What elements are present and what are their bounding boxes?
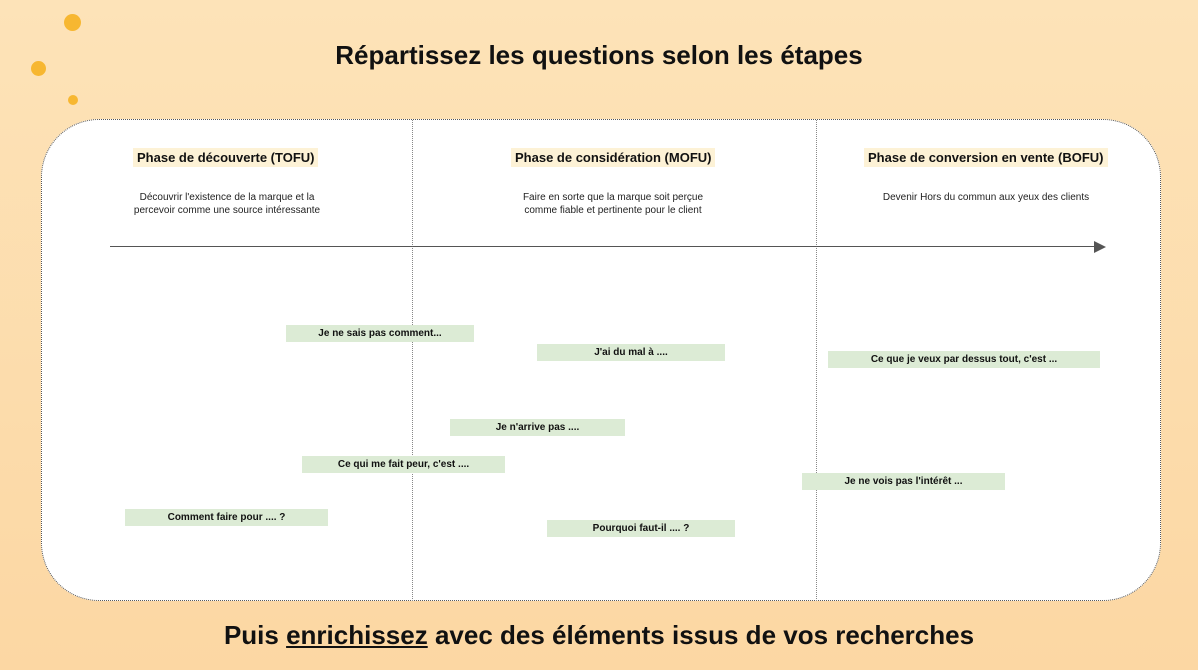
decorative-dot (68, 95, 78, 105)
sticky-note[interactable]: Ce que je veux par dessus tout, c'est ... (828, 351, 1100, 368)
sticky-note[interactable]: Ce qui me fait peur, c'est .... (302, 456, 505, 473)
phase-desc-line: percevoir comme une source intéressante (133, 205, 321, 216)
page-title: Répartissez les questions selon les étapes (335, 40, 863, 70)
decorative-dot (64, 14, 81, 31)
arrow-head-icon (1094, 241, 1106, 253)
sticky-note[interactable]: Je n'arrive pas .... (450, 419, 625, 436)
phase-desc-tofu (97, 191, 357, 217)
sticky-note[interactable]: Comment faire pour .... ? (125, 509, 328, 526)
bottom-caption (0, 620, 1198, 651)
phase-desc-mofu (483, 191, 743, 217)
phase-desc-bofu (846, 191, 1126, 204)
phase-title-tofu: Phase de découverte (TOFU) (133, 148, 318, 167)
phase-title-bofu: Phase de conversion en vente (BOFU) (864, 148, 1108, 167)
sticky-note[interactable]: Pourquoi faut-il .... ? (547, 520, 735, 537)
phase-title-mofu: Phase de considération (MOFU) (511, 148, 715, 167)
phase-divider (412, 120, 413, 601)
phase-desc-line: Faire en sorte que la marque soit perçue (522, 192, 704, 203)
phase-desc-line: Découvrir l'existence de la marque et la (139, 192, 315, 203)
phase-desc-line: comme fiable et pertinente pour le client (524, 205, 702, 216)
bottom-caption-emphasis: enrichissez (286, 620, 428, 650)
phase-divider (816, 120, 817, 601)
sticky-note[interactable]: Je ne vois pas l'intérêt ... (802, 473, 1005, 490)
timeline-arrow (110, 246, 1096, 247)
sticky-note[interactable]: J'ai du mal à .... (537, 344, 725, 361)
phase-desc-line: Devenir Hors du commun aux yeux des clients (882, 192, 1090, 203)
bottom-caption-prefix: Puis (223, 620, 287, 650)
bottom-caption-suffix: avec des éléments issus de vos recherches (427, 620, 975, 650)
sticky-note[interactable]: Je ne sais pas comment... (286, 325, 474, 342)
